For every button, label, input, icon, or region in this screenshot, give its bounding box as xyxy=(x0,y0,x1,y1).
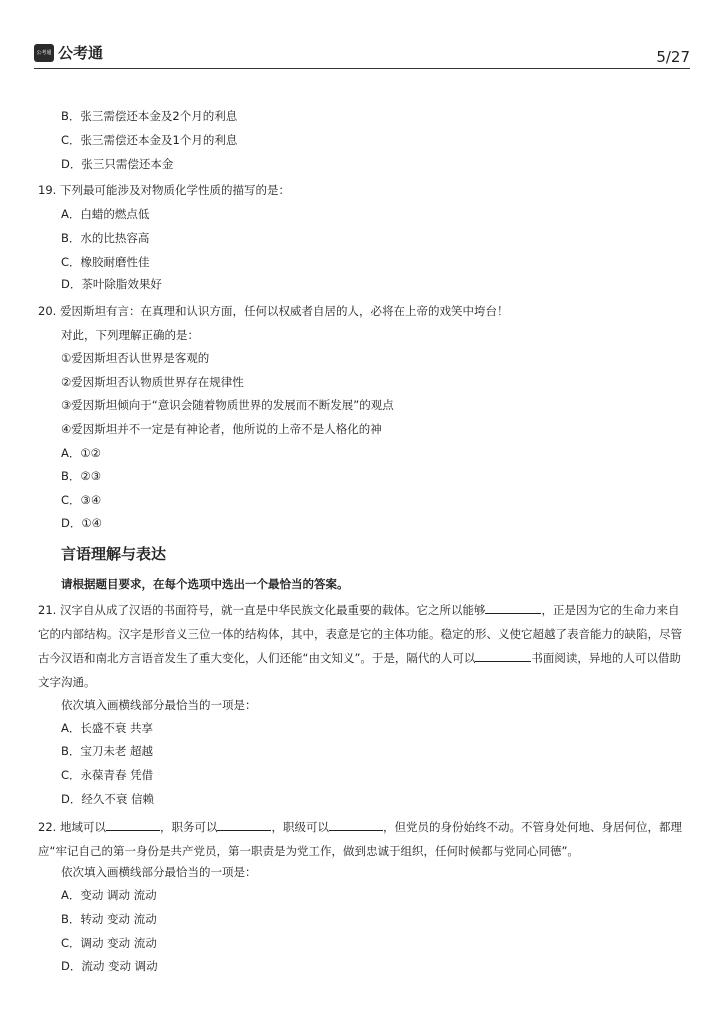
q22-blank-1 xyxy=(106,818,160,831)
q19-stem: 19. 下列最可能涉及对物质化学性质的描写的是： xyxy=(38,183,290,197)
q20-stem: 20. 爱因斯坦有言：在真理和认识方面，任何以权威者自居的人，必将在上帝的戏笑中垮台！ xyxy=(38,304,509,318)
q19-option-c: C．橡胶耐磨性佳 xyxy=(61,255,150,269)
section-instruction: 请根据题目要求，在每个选项中选出一个最恰当的答案。 xyxy=(61,577,349,591)
q20-statement-1: ①爱因斯坦否认世界是客观的 xyxy=(61,351,210,365)
q21-stem xyxy=(38,598,688,694)
q20-prompt: 对此，下列理解正确的是： xyxy=(61,328,199,342)
q19-option-a: A．白蜡的燃点低 xyxy=(61,207,150,221)
q18-option-c: C．张三需偿还本金及1个月的利息 xyxy=(61,133,238,147)
q19-option-d: D．茶叶除脂效果好 xyxy=(61,277,162,291)
q20-statement-4: ④爱因斯坦并不一定是有神论者，他所说的上帝不是人格化的神 xyxy=(61,422,382,436)
logo-text: 公考通 xyxy=(58,44,104,62)
q22-stem xyxy=(38,815,688,863)
q18-option-d: D．张三只需偿还本金 xyxy=(61,157,174,171)
q20-option-c: C．③④ xyxy=(61,493,102,507)
q20-option-a: A．①② xyxy=(61,446,101,460)
page-number: 5/27 xyxy=(656,48,690,66)
q22-text-2: ，职务可以 xyxy=(159,820,218,834)
q20-statement-3: ③爱因斯坦倾向于“意识会随着物质世界的发展而不断发展”的观点 xyxy=(61,398,394,412)
q21-text-1: 21. 汉字自从成了汉语的书面符号，就一直是中华民族文化最重要的载体。它之所以能够 xyxy=(38,603,486,617)
q21-text-3: 书面阅读，异地的人可以借助文字沟通。 xyxy=(38,651,681,689)
q21-option-d: D．经久不衰 信赖 xyxy=(61,792,155,806)
q21-text-2: ，正是因为它的生命力来自它的内部结构。汉字是形音义三位一体的结构体，其中，表意是它的主体功能。稳定的形、义使它超越了表音能力的缺陷，尽管古今汉语和南北方言语音发生了重大变化，人们还能“由文知义”。于是，隔代的人可以 xyxy=(38,603,682,665)
q21-blank-1 xyxy=(485,601,541,614)
q21-blank-2 xyxy=(475,649,531,662)
q22-option-a: A．变动 调动 流动 xyxy=(61,888,157,902)
q21-prompt: 依次填入画横线部分最恰当的一项是： xyxy=(61,698,257,712)
q22-option-d: D．流动 变动 调动 xyxy=(61,959,158,973)
q22-blank-3 xyxy=(329,818,383,831)
q22-prompt: 依次填入画横线部分最恰当的一项是： xyxy=(61,865,257,879)
q22-text-3: ，职级可以 xyxy=(271,820,329,834)
q22-text-1: 22. 地域可以 xyxy=(38,820,106,834)
q20-option-b: B．②③ xyxy=(61,469,102,483)
q22-text-4: ，但党员的身份始终不动。不管身处何地、身居何位，都理应“牢记自己的第一身份是共产党员，第一职责是为党工作，做到忠诚于组织，任何时候都与党同心同德”。 xyxy=(38,820,682,858)
q22-option-b: B．转动 变动 流动 xyxy=(61,912,157,926)
logo-icon: 公考通 xyxy=(34,44,54,62)
q20-option-d: D．①④ xyxy=(61,516,102,530)
q22-blank-2 xyxy=(217,818,271,831)
page-header xyxy=(34,42,690,69)
q21-option-b: B．宝刀未老 超越 xyxy=(61,744,154,758)
q21-option-a: A．长盛不衰 共享 xyxy=(61,721,154,735)
q21-option-c: C．永葆青春 凭借 xyxy=(61,768,154,782)
q19-option-b: B．水的比热容高 xyxy=(61,231,150,245)
q22-option-c: C．调动 变动 流动 xyxy=(61,936,157,950)
q20-statement-2: ②爱因斯坦否认物质世界存在规律性 xyxy=(61,375,244,389)
q18-option-b: B．张三需偿还本金及2个月的利息 xyxy=(61,109,238,123)
section-title: 言语理解与表达 xyxy=(61,545,167,563)
